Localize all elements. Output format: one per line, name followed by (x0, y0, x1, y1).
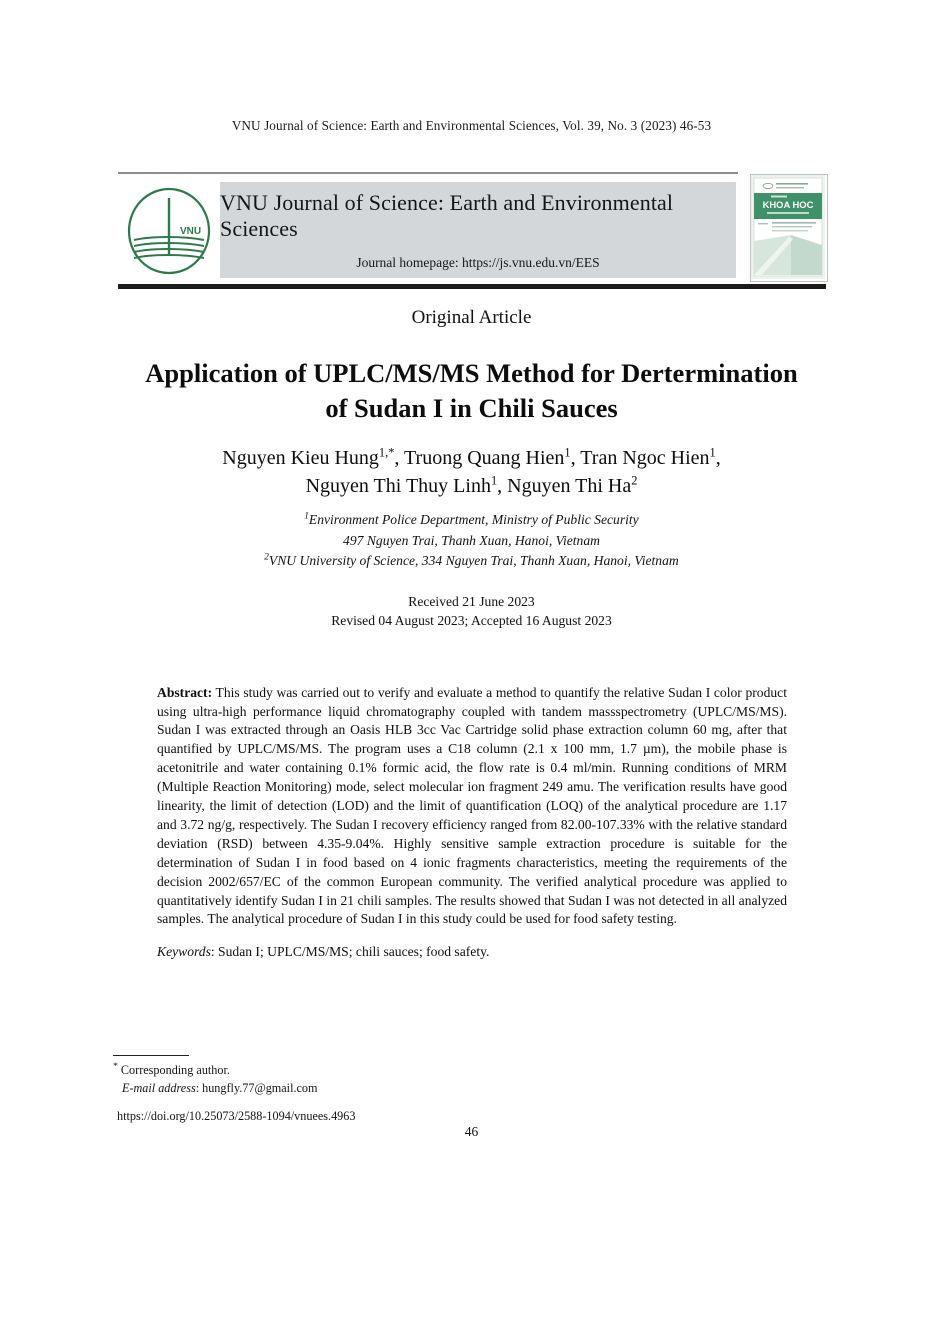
email-label: E-mail address (122, 1080, 196, 1095)
banner-bottom-rule (118, 284, 826, 289)
keywords-label: Keywords (157, 943, 211, 959)
paper-title-line-2: of Sudan I in Chili Sauces (325, 392, 618, 423)
affiliation-marker: 1 (304, 510, 309, 521)
page-title (120, 356, 823, 426)
abstract-section (157, 670, 787, 975)
corresponding-author-note (113, 1062, 613, 1080)
email-note (113, 1080, 613, 1098)
author-separator: , Nguyen Thi Ha (497, 475, 632, 497)
affiliation-1: Environment Police Department, Ministry of Public Security (308, 512, 639, 527)
corresponding-author-marker: * (113, 1060, 118, 1072)
abstract-label: Abstract: (157, 684, 213, 700)
abstract-paragraph (157, 684, 787, 930)
footnote-separator (113, 1055, 189, 1056)
doi-link[interactable]: https://doi.org/10.25073/2588-1094/vnuees.4963 (117, 1109, 356, 1123)
article-type-label: Original Article (411, 307, 532, 328)
author-separator: , (715, 447, 721, 469)
author-affiliation-marker: 2 (631, 473, 638, 488)
corresponding-author-text: Corresponding author. (117, 1063, 230, 1077)
journal-banner (118, 172, 826, 290)
vnu-logo-text: VNU (180, 226, 202, 237)
running-head: VNU Journal of Science: Earth and Environmental Sciences, Vol. 39, No. 3 (2023) 46-53 (231, 118, 712, 133)
journal-homepage[interactable]: Journal homepage: https://js.vnu.edu.vn/EES (356, 254, 600, 270)
affiliation-1-address: 497 Nguyen Trai, Thanh Xuan, Hanoi, Vietnam (343, 532, 600, 548)
keywords-text: : Sudan I; UPLC/MS/MS; chili sauces; food safety. (210, 943, 490, 959)
author-affiliation-marker: 1 (709, 445, 716, 460)
vnu-logo-icon (122, 184, 216, 278)
author-affiliation-marker: 1 (564, 445, 571, 460)
journal-title: VNU Journal of Science: Earth and Environmental Sciences (220, 189, 674, 241)
revised-accepted-date: Revised 04 August 2023; Accepted 16 August 2023 (331, 613, 612, 628)
affiliation-2: VNU University of Science, 334 Nguyen Trai, Thanh Xuan, Hanoi, Vietnam (268, 553, 679, 568)
author-affiliation-marker: 1,* (378, 445, 395, 460)
received-date: Received 21 June 2023 (408, 594, 535, 609)
author-affiliation-marker: 1 (490, 473, 498, 488)
svg-text:KHOA HOC: KHOA HOC (762, 199, 814, 210)
email-value[interactable]: : hungfly.77@gmail.com (195, 1080, 318, 1095)
keywords-line (157, 943, 787, 962)
publication-dates (120, 592, 823, 630)
journal-title-box (220, 182, 736, 278)
journal-cover-thumbnail (750, 174, 828, 282)
author-list (120, 444, 823, 500)
page-number: 46 (464, 1124, 479, 1139)
author-separator: , Tran Ngoc Hien (570, 447, 710, 469)
affiliation-marker: 2 (264, 551, 269, 562)
affiliation-list (120, 510, 823, 572)
paper-title-line-1: Application of UPLC/MS/MS Method for Dertermination (145, 357, 798, 388)
banner-top-rule (118, 172, 738, 174)
footnote-block (113, 1062, 613, 1097)
author-separator: , Truong Quang Hien (394, 447, 565, 469)
abstract-text: This study was carried out to verify and evaluate a method to quantify the relative Sudan I color product using ultra-high performance liquid chromatography coupled with tandem massspectrometry (UPLC/MS/MS). Sudan I was extracted through an Oasis HLB 3cc Vac Cartridge solid phase extraction column 60 mg, after that quantified by UPLC/MS/MS. The program uses a C18 column (2.1 x 100 mm, 1.7 µm), the mobile phase is acetonitrile and water containing 0.1% formic acid, the flow rate is 0.4 ml/min. Running conditions of MRM (Multiple Reaction Monitoring) mode, select molecular ion fragment 249 amu. The verification results have good linearity, the limit of detection (LOD) and the limit of quantification (LOQ) of the analytical procedure are 1.17 and 3.72 ng/g, respectively. The Sudan I recovery efficiency ranged from 82.00-107.33% with the relative standard deviation (RSD) between 4.35-9.04%. Highly sensitive sample extraction procedure is suitable for the determination of Sudan I in food based on 4 ionic fragments characteristics, meeting the requirements of the decision 2002/657/EC of the common European community. The verified analytical procedure was applied to quantitatively identify Sudan I in 21 chili samples. The results showed that Sudan I was not detected in all analyzed samples. The analytical procedure of Sudan I in this study could be used for food safety testing. (157, 684, 787, 927)
author-name: Nguyen Kieu Hung (222, 447, 379, 469)
author-name: Nguyen Thi Thuy Linh (305, 475, 491, 497)
